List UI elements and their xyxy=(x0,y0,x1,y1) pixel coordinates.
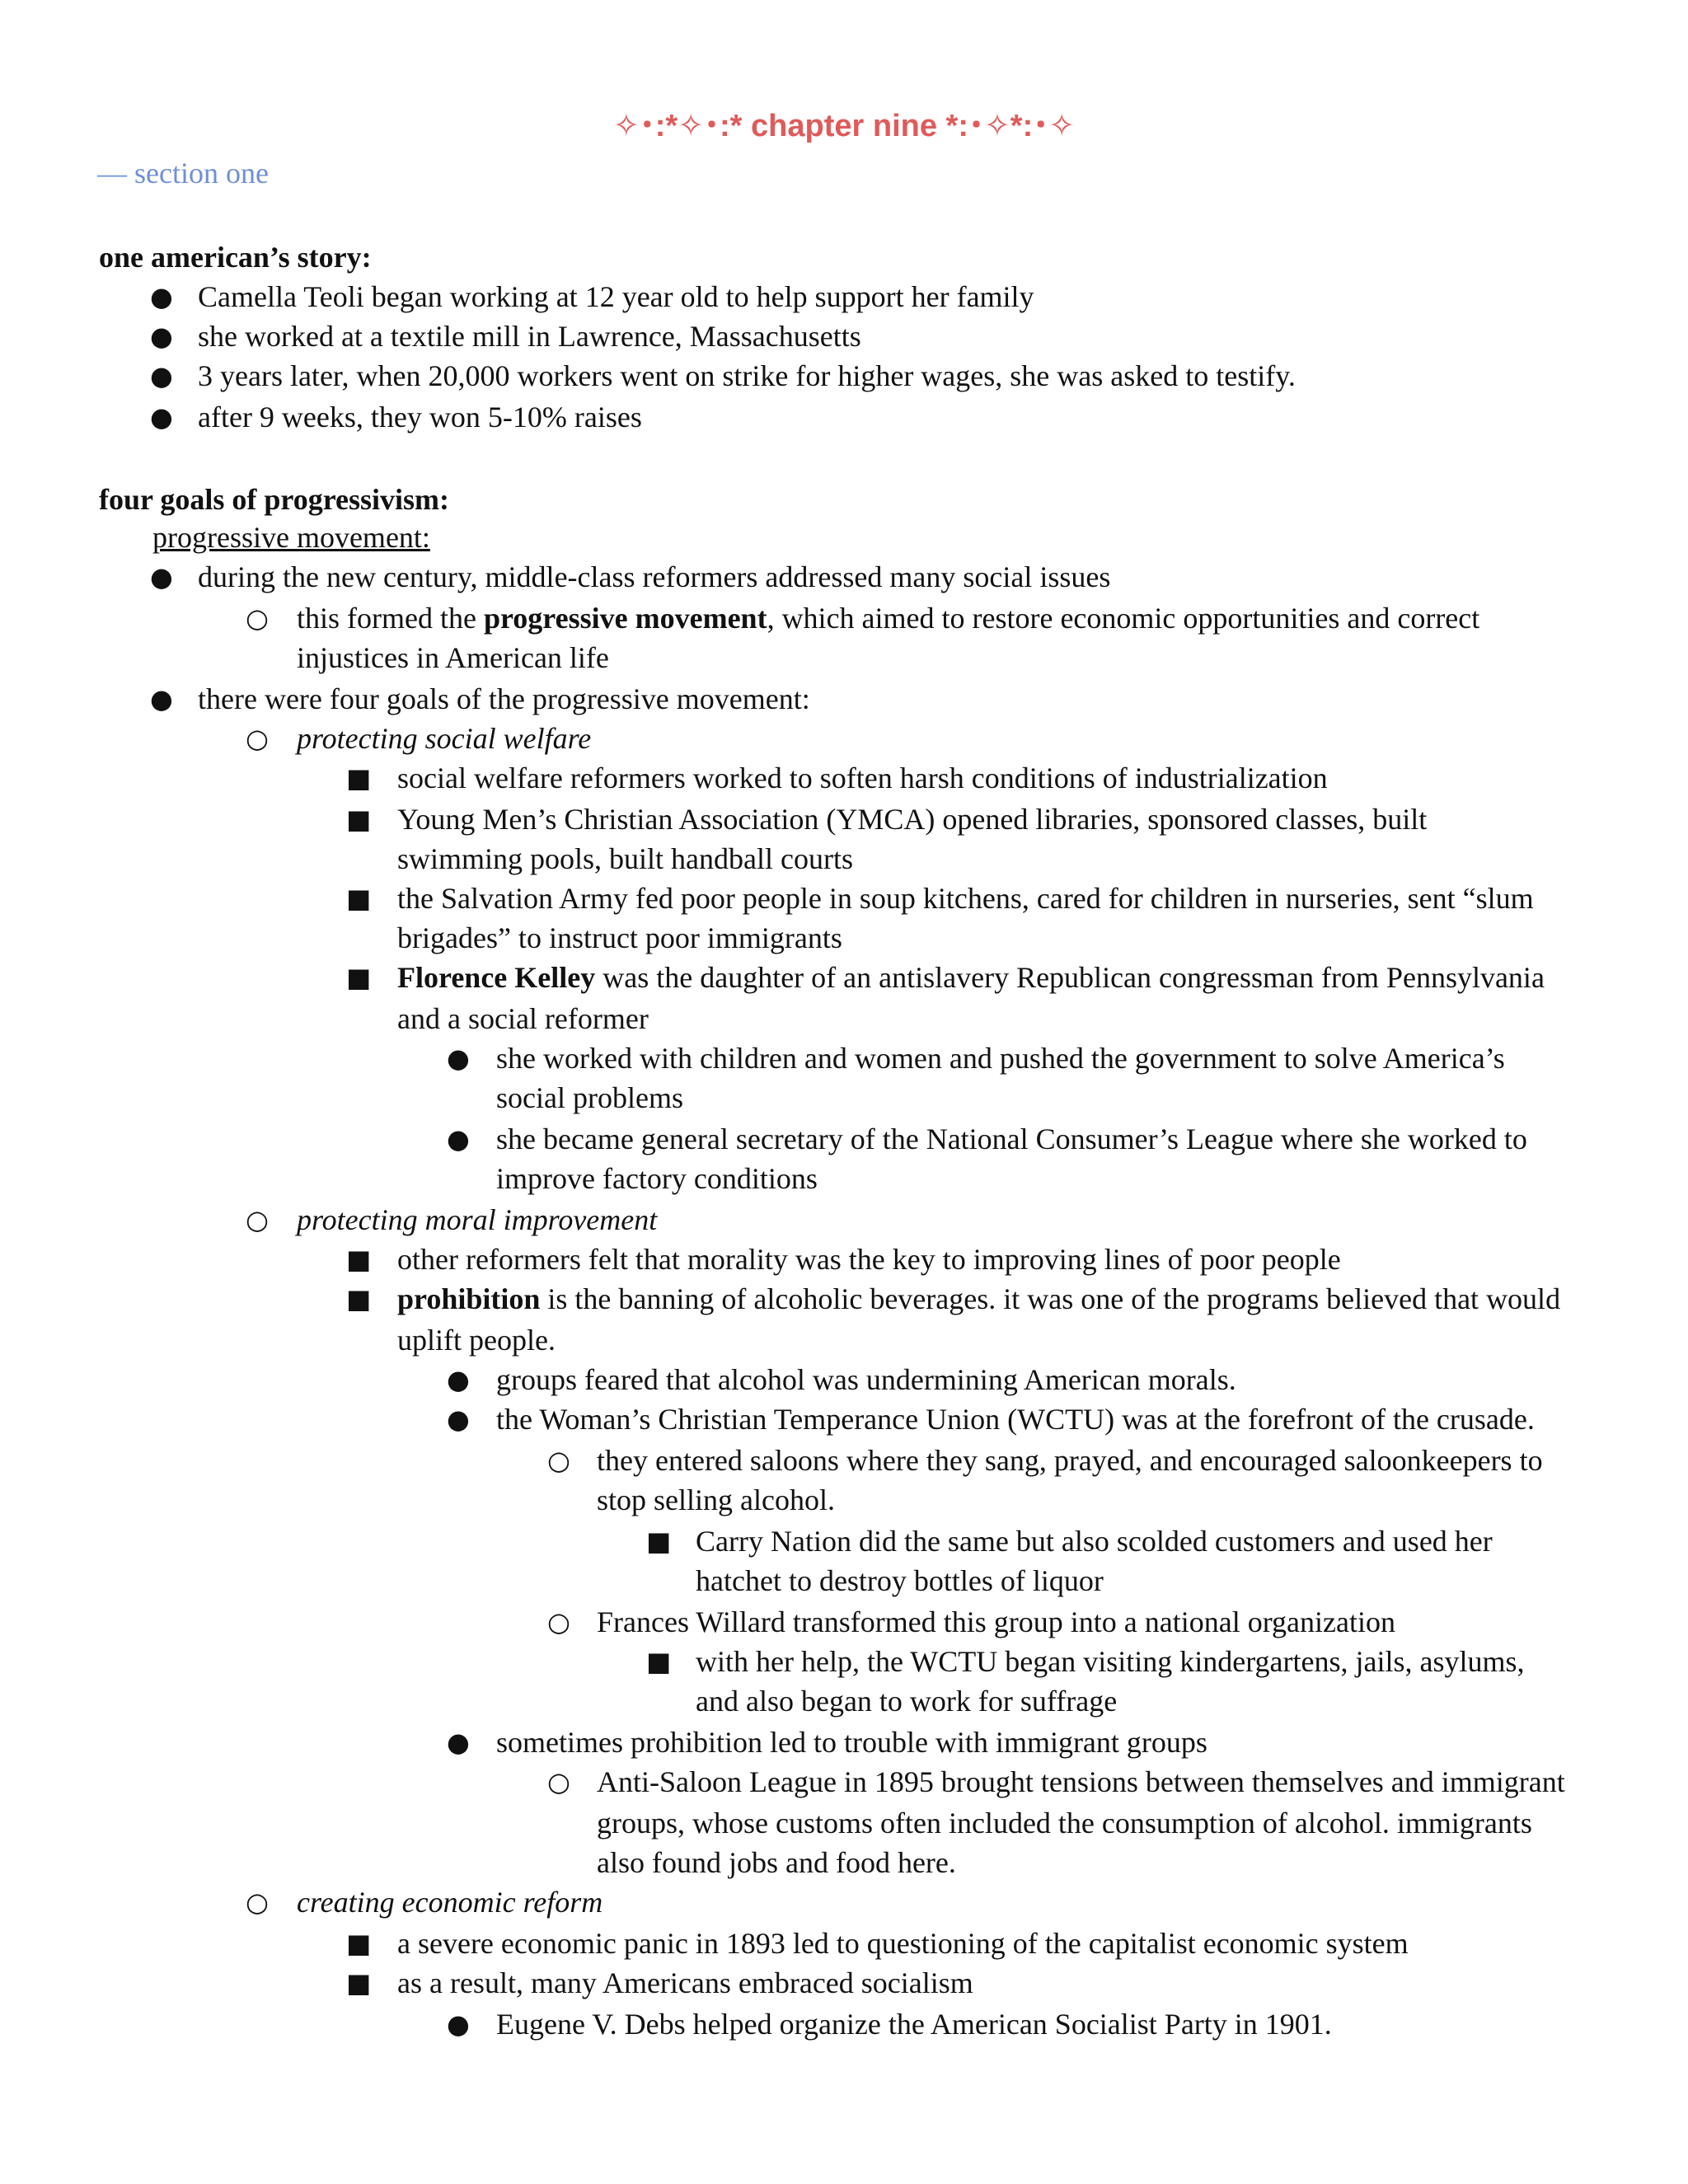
bullet-disc-icon: ● xyxy=(447,1727,470,1758)
bullet-disc-icon: ● xyxy=(447,2008,470,2040)
anti-saloon-cont: also found jobs and food here. xyxy=(597,1846,956,1879)
florence-kelley-bullet xyxy=(397,958,1545,997)
progressive-movement-definition xyxy=(297,598,1479,638)
pm-post: , which aimed to restore economic opportunities and correct xyxy=(767,602,1480,635)
bullet-disc-icon: ● xyxy=(150,683,173,715)
wctu-detail: they entered saloons where they sang, prayed, and encouraged saloonkeepers to xyxy=(597,1444,1543,1477)
fk-sub-bullet-cont: improve factory conditions xyxy=(496,1162,818,1195)
page-title: ✧･:*✧･:* chapter nine *:･✧*:･✧ xyxy=(612,109,1076,143)
welfare-bullet: the Salvation Army fed poor people in soup kitchens, cared for children in nurseries, sent “slum xyxy=(397,882,1534,915)
bullet-disc-icon: ● xyxy=(150,281,173,312)
bullet-square-icon: ■ xyxy=(346,1928,372,1959)
goal-label-economic: creating economic reform xyxy=(297,1886,603,1919)
welfare-bullet: social welfare reformers worked to soften harsh conditions of industrialization xyxy=(397,762,1328,794)
bullet-square-icon: ■ xyxy=(346,762,372,794)
prohibition-text: is the banning of alcoholic beverages. it was one of the programs believed that would xyxy=(540,1282,1561,1315)
bullet-square-icon: ■ xyxy=(346,1283,372,1315)
anti-saloon-bullet: Anti-Saloon League in 1895 brought tensions between themselves and immigrant xyxy=(597,1765,1565,1798)
bullet-square-icon: ■ xyxy=(346,1244,372,1275)
moral-sub-bullet: sometimes prohibition led to trouble with immigrant groups xyxy=(496,1726,1207,1759)
goals-subheading: progressive movement: xyxy=(152,521,430,554)
bullet-circle-icon: ○ xyxy=(246,1886,269,1918)
wctu-detail-cont: stop selling alcohol. xyxy=(597,1483,835,1516)
bullet-circle-icon: ○ xyxy=(547,1606,570,1638)
moral-sub-bullet: the Woman’s Christian Temperance Union (WCTU) was at the forefront of the crusade. xyxy=(496,1403,1535,1436)
welfare-bullet: Young Men’s Christian Association (YMCA) opened libraries, sponsored classes, built xyxy=(397,803,1428,836)
bullet-circle-icon: ○ xyxy=(246,723,269,754)
bullet-circle-icon: ○ xyxy=(547,1766,570,1797)
carry-nation-bullet: Carry Nation did the same but also scolded customers and used her xyxy=(696,1525,1493,1558)
bullet-square-icon: ■ xyxy=(646,1526,672,1557)
story-bullet: Camella Teoli began working at 12 year old to help support her family xyxy=(198,280,1034,313)
story-bullet: 3 years later, when 20,000 workers went on strike for higher wages, she was asked to testify. xyxy=(198,359,1296,392)
bullet-disc-icon: ● xyxy=(447,1043,470,1074)
moral-sub-bullet: groups feared that alcohol was undermining American morals. xyxy=(496,1363,1236,1396)
story-bullet: after 9 weeks, they won 5-10% raises xyxy=(198,401,642,434)
bullet-square-icon: ■ xyxy=(346,804,372,835)
bullet-square-icon: ■ xyxy=(346,1967,372,1999)
story-bullet: she worked at a textile mill in Lawrence, Massachusetts xyxy=(198,320,861,353)
bullet-disc-icon: ● xyxy=(447,1364,470,1395)
welfare-bullet-cont: swimming pools, built handball courts xyxy=(397,842,853,875)
fk-sub-bullet: she worked with children and women and pushed the government to solve America’s xyxy=(496,1042,1505,1075)
welfare-bullet-cont: brigades” to instruct poor immigrants xyxy=(397,921,842,954)
bullet-square-icon: ■ xyxy=(646,1646,672,1677)
bullet-disc-icon: ● xyxy=(150,360,173,391)
fk-sub-bullet-cont: social problems xyxy=(496,1081,683,1114)
bullet-disc-icon: ● xyxy=(150,321,173,352)
fk-text: was the daughter of an antislavery Republican congressman from Pennsylvania xyxy=(595,961,1545,994)
economic-bullet: a severe economic panic in 1893 led to questioning of the capitalist economic system xyxy=(397,1927,1409,1960)
carry-nation-cont: hatchet to destroy bottles of liquor xyxy=(696,1564,1104,1597)
bullet-disc-icon: ● xyxy=(150,561,173,593)
pm-continuation: injustices in American life xyxy=(297,641,609,674)
goals-heading: four goals of progressivism: xyxy=(99,483,450,516)
prohibition-term: prohibition xyxy=(397,1282,541,1315)
goal-label-moral: protecting moral improvement xyxy=(297,1203,658,1236)
pm-term: progressive movement xyxy=(483,602,767,635)
frances-willard-bullet: Frances Willard transformed this group into a national organization xyxy=(597,1605,1395,1638)
goals-intro-2: there were four goals of the progressive movement: xyxy=(198,682,810,715)
willard-detail: with her help, the WCTU began visiting kindergartens, jails, asylums, xyxy=(696,1645,1525,1678)
economic-bullet: as a result, many Americans embraced socialism xyxy=(397,1966,973,1999)
goal-label-welfare: protecting social welfare xyxy=(297,722,592,755)
florence-kelley-cont: and a social reformer xyxy=(397,1002,649,1035)
pm-pre: this formed the xyxy=(297,602,484,635)
fk-name: Florence Kelley xyxy=(397,961,596,994)
bullet-circle-icon: ○ xyxy=(246,602,269,634)
goals-intro-1: during the new century, middle-class reformers addressed many social issues xyxy=(198,560,1111,593)
section-label: — section one xyxy=(97,157,269,190)
bullet-circle-icon: ○ xyxy=(547,1445,570,1476)
prohibition-bullet xyxy=(397,1279,1560,1319)
fk-sub-bullet: she became general secretary of the National Consumer’s League where she worked to xyxy=(496,1122,1527,1155)
anti-saloon-cont: groups, whose customs often included the consumption of alcohol. immigrants xyxy=(597,1807,1532,1840)
story-heading: one american’s story: xyxy=(99,241,372,274)
bullet-square-icon: ■ xyxy=(346,883,372,914)
bullet-disc-icon: ● xyxy=(447,1404,470,1435)
bullet-circle-icon: ○ xyxy=(246,1204,269,1235)
debs-bullet: Eugene V. Debs helped organize the American Socialist Party in 1901. xyxy=(496,2008,1332,2041)
bullet-disc-icon: ● xyxy=(447,1123,470,1155)
bullet-square-icon: ■ xyxy=(346,962,372,993)
prohibition-cont: uplift people. xyxy=(397,1324,556,1357)
bullet-disc-icon: ● xyxy=(150,401,173,433)
willard-detail-cont: and also began to work for suffrage xyxy=(696,1685,1118,1718)
moral-bullet: other reformers felt that morality was the key to improving lines of poor people xyxy=(397,1243,1341,1276)
